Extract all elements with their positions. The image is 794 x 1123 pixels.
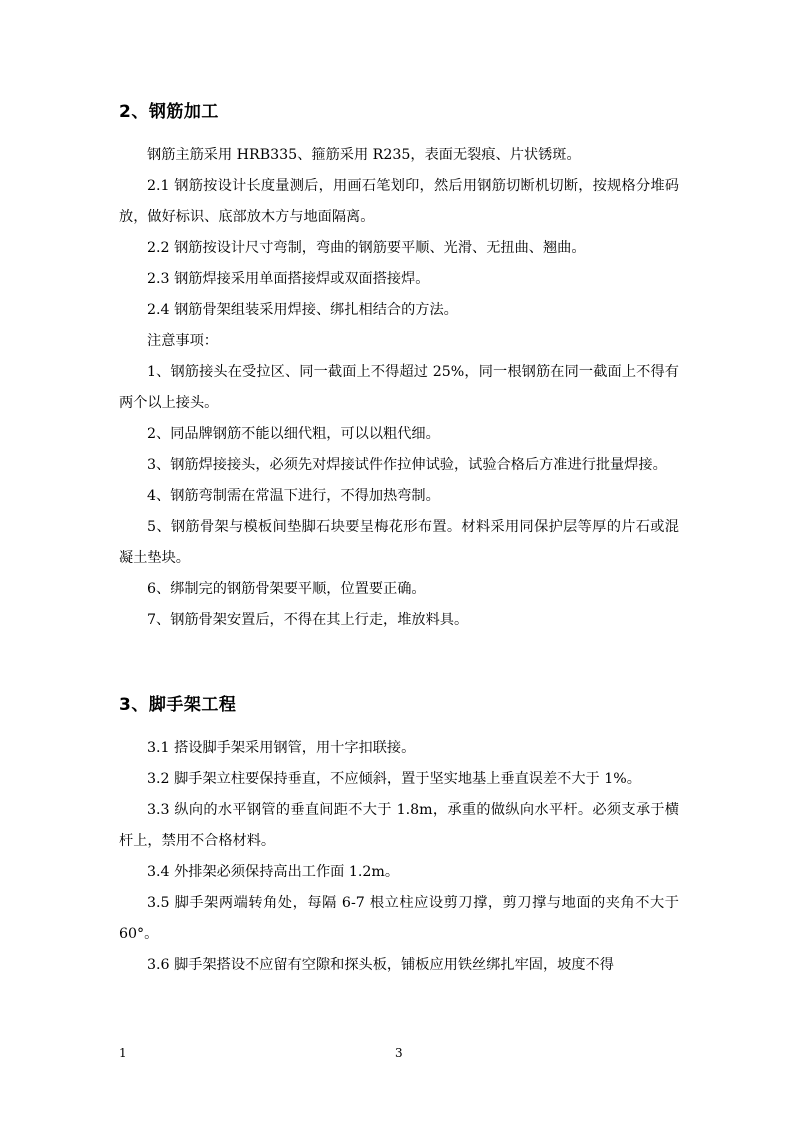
paragraph: 2.1 钢筋按设计长度量测后，用画石笔划印，然后用钢筋切断机切断，按规格分堆码放，做好标识、底部放木方与地面隔离。 <box>119 178 679 225</box>
section-body <box>119 733 679 981</box>
paragraph: 3、钢筋焊接接头，必须先对焊接试件作拉伸试验，试验合格后方准进行批量焊接。 <box>147 457 667 473</box>
section-heading: 2、钢筋加工 <box>119 102 219 122</box>
paragraph: 1、钢筋接头在受拉区、同一截面上不得超过 25%，同一根钢筋在同一截面上不得有两个以上接头。 <box>119 364 679 411</box>
paragraph: 2.2 钢筋按设计尺寸弯制，弯曲的钢筋要平顺、光滑、无扭曲、翘曲。 <box>147 240 586 256</box>
paragraph: 3.5 脚手架两端转角处，每隔 6-7 根立柱应设剪刀撑，剪刀撑与地面的夹角不大于 60°。 <box>119 895 679 942</box>
paragraph: 5、钢筋骨架与模板间垫脚石块要呈梅花形布置。材料采用同保护层等厚的片石或混凝土垫块。 <box>119 519 679 566</box>
paragraph: 2、同品牌钢筋不能以细代粗，可以以粗代细。 <box>147 426 440 442</box>
paragraph: 3.6 脚手架搭设不应留有空隙和探头板，铺板应用铁丝绑扎牢固，坡度不得 <box>147 957 614 973</box>
paragraph: 3.1 搭设脚手架采用钢管，用十字扣联接。 <box>147 740 416 756</box>
paragraph: 4、钢筋弯制需在常温下进行，不得加热弯制。 <box>147 488 440 504</box>
footer-left-number: 1 <box>119 1046 127 1060</box>
paragraph: 注意事项： <box>147 333 218 349</box>
paragraph: 钢筋主筋采用 HRB335、箍筋采用 R235，表面无裂痕、片状锈斑。 <box>147 147 581 163</box>
paragraph: 6、绑制完的钢筋骨架要平顺，位置要正确。 <box>147 581 426 597</box>
paragraph: 2.3 钢筋焊接采用单面搭接焊或双面搭接焊。 <box>147 271 430 287</box>
paragraph: 3.2 脚手架立柱要保持垂直，不应倾斜，置于坚实地基上垂直误差不大于 1%。 <box>147 771 641 787</box>
paragraph: 7、钢筋骨架安置后，不得在其上行走，堆放料具。 <box>147 612 469 628</box>
section-heading: 3、脚手架工程 <box>119 695 237 715</box>
paragraph: 3.3 纵向的水平钢管的垂直间距不大于 1.8m，承重的做纵向水平杆。必须支承于横杆上，禁用不合格材料。 <box>119 802 679 849</box>
section-body <box>119 140 679 636</box>
paragraph: 2.4 钢筋骨架组装采用焊接、绑扎相结合的方法。 <box>147 302 458 318</box>
page-number: 3 <box>395 1046 403 1060</box>
paragraph: 3.4 外排架必须保持高出工作面 1.2m。 <box>147 864 400 880</box>
